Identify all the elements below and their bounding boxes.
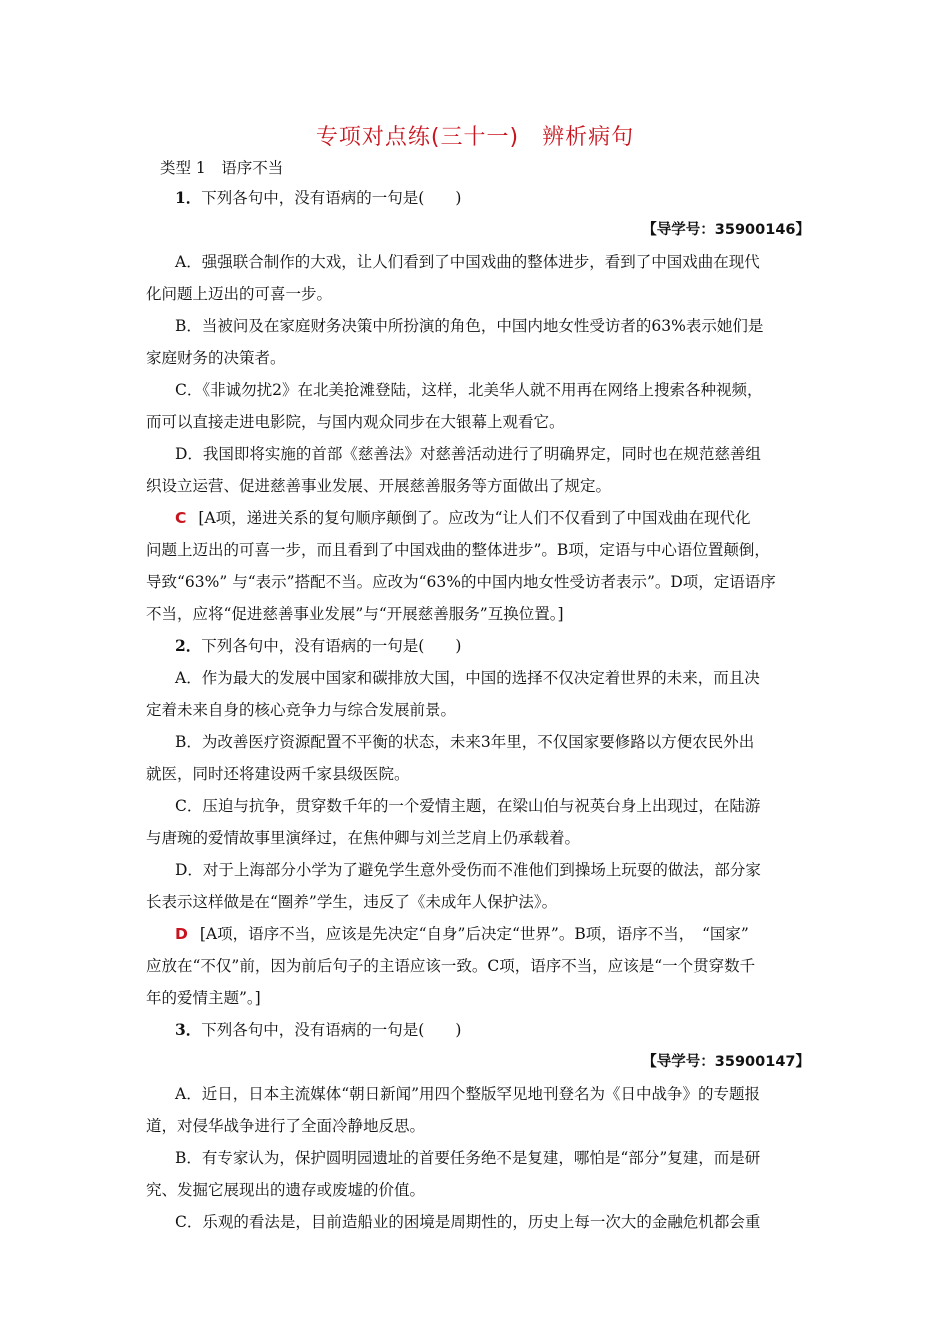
question-1-stem [175,186,461,210]
section-heading: 类型 1 语序不当 [160,159,284,177]
option-c-line-1: C．乐观的看法是，目前造船业的困境是周期性的，历史上每一次大的金融危机都会重 [175,1213,761,1231]
option-b-line-1: B．有专家认为，保护圆明园遗址的首要任务绝不是复建，哪怕是“部分”复建，而是研 [175,1149,761,1167]
question-number: 2． [175,636,202,655]
answer-line-2: 应放在“不仅”前，因为前后句子的主语应该一致。C项，语序不当，应该是“一个贯穿数千 [146,957,756,975]
answer-line-3: 导致“63%” 与“表示”搭配不当。应改为“63%的中国内地女性受访者表示”。D项，定语语序 [146,573,776,591]
question-text: 下列各句中，没有语病的一句是( ) [201,189,462,207]
answer-explanation: [A项，语序不当，应该是先决定“自身”后决定“世界”。B项，语序不当， “国家” [199,925,749,943]
option-b-line-2: 就医，同时还将建设两千家县级医院。 [146,765,410,783]
option-d-line-1: D．我国即将实施的首部《慈善法》对慈善活动进行了明确界定，同时也在规范慈善组 [175,445,761,463]
answer-line-1 [175,922,749,946]
option-c-line-2: 与唐琬的爱情故事里演绎过，在焦仲卿与刘兰芝肩上仍承载着。 [146,829,581,847]
option-b-line-1: B．为改善医疗资源配置不平衡的状态，未来3年里，不仅国家要修路以方便农民外出 [175,733,755,751]
answer-letter: C [175,509,187,527]
answer-explanation: [A项，递进关系的复句顺序颠倒了。应改为“让人们不仅看到了中国戏曲在现代化 [198,509,751,527]
option-a-line-2: 道，对侵华战争进行了全面冷静地反思。 [146,1117,426,1135]
option-a-line-1: A．作为最大的发展中国家和碳排放大国，中国的选择不仅决定着世界的未来，而且决 [175,669,760,687]
option-a-line-1: A．近日，日本主流媒体“朝日新闻”用四个整版罕见地刊登名为《日中战争》的专题报 [175,1085,761,1103]
question-2-stem [175,634,461,658]
answer-line-3: 年的爱情主题”。] [146,989,261,1007]
answer-letter: D [175,925,188,943]
answer-line-4: 不当，应将“促进慈善事业发展”与“开展慈善服务”互换位置。] [146,605,564,623]
answer-line-1 [175,506,751,530]
guide-number: 【导学号：35900147】 [642,1054,810,1070]
question-3-stem [175,1018,461,1042]
option-b-line-1: B．当被问及在家庭财务决策中所扮演的角色，中国内地女性受访者的63%表示她们是 [175,317,764,335]
option-a-line-1: A．强强联合制作的大戏，让人们看到了中国戏曲的整体进步，看到了中国戏曲在现代 [175,253,760,271]
answer-line-2: 问题上迈出的可喜一步，而且看到了中国戏曲的整体进步”。B项，定语与中心语位置颠倒， [146,541,770,559]
question-number: 1． [175,188,202,207]
question-text: 下列各句中，没有语病的一句是( ) [201,1021,462,1039]
option-a-line-2: 定着未来自身的核心竞争力与综合发展前景。 [146,701,457,719]
option-c-line-1: C．《非诚勿扰2》在北美抢滩登陆，这样，北美华人就不用再在网络上搜索各种视频， [175,381,763,399]
question-number: 3． [175,1020,202,1039]
option-c-line-2: 而可以直接走进电影院，与国内观众同步在大银幕上观看它。 [146,413,565,431]
option-b-line-2: 家庭财务的决策者。 [146,349,286,367]
option-d-line-2: 织设立运营、促进慈善事业发展、开展慈善服务等方面做出了规定。 [146,477,612,495]
option-c-line-1: C．压迫与抗争，贯穿数千年的一个爱情主题，在梁山伯与祝英台身上出现过，在陆游 [175,797,761,815]
question-text: 下列各句中，没有语病的一句是( ) [201,637,462,655]
guide-number: 【导学号：35900146】 [642,222,810,238]
option-a-line-2: 化问题上迈出的可喜一步。 [146,285,333,303]
page-title: 专项对点练(三十一) 辨析病句 [315,125,635,150]
option-b-line-2: 究、发掘它展现出的遗存或废墟的价值。 [146,1181,426,1199]
option-d-line-1: D．对于上海部分小学为了避免学生意外受伤而不准他们到操场上玩耍的做法，部分家 [175,861,761,879]
option-d-line-2: 长表示这样做是在“圈养”学生，违反了《未成年人保护法》。 [146,893,558,911]
